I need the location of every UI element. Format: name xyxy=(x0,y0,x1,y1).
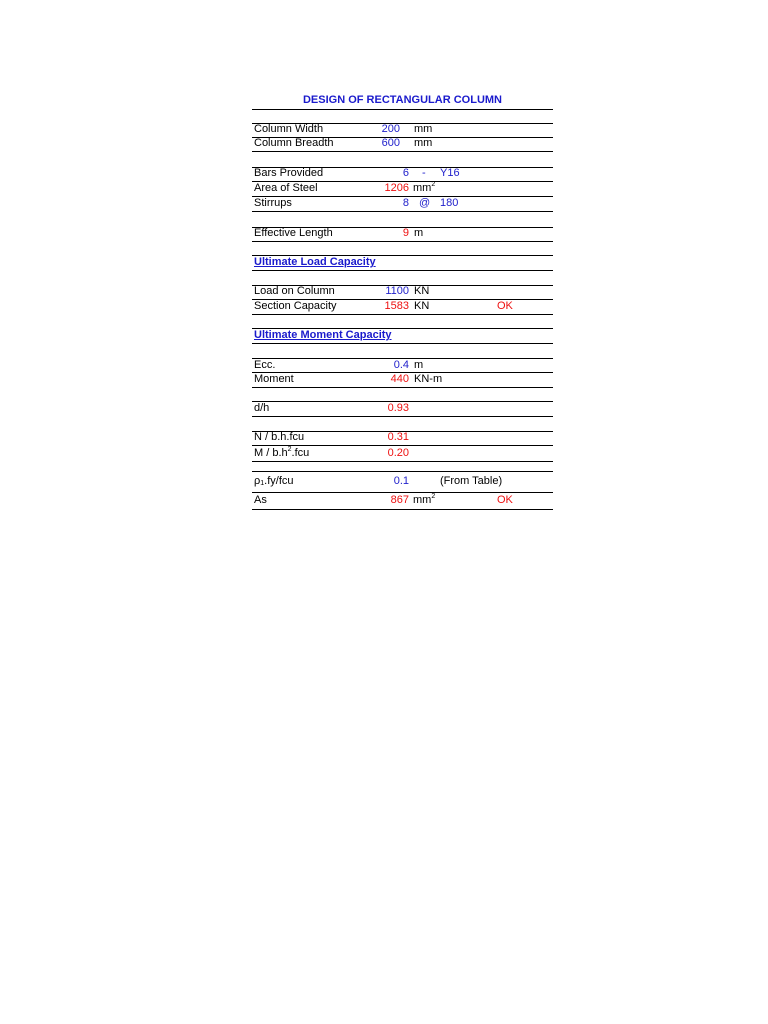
dh-value: 0.93 xyxy=(387,402,409,414)
stirrups-separator: @ xyxy=(419,197,431,209)
divider xyxy=(252,509,553,510)
as-label: As xyxy=(254,494,267,506)
moment-status-badge: OK xyxy=(497,494,513,506)
ultimate-moment-heading: Ultimate Moment Capacity xyxy=(254,329,392,341)
rho-label: $\rho_1.fy$/fcu xyxy=(254,475,294,487)
section-capacity-unit: KN xyxy=(414,300,430,312)
column-breadth-unit: mm xyxy=(414,137,433,149)
effective-length-value[interactable]: 9 xyxy=(402,227,409,239)
divider xyxy=(252,343,553,344)
column-width-unit: mm xyxy=(414,123,433,135)
bars-separator: - xyxy=(422,167,426,179)
ecc-value[interactable]: 0.4 xyxy=(393,359,409,371)
column-breadth-value[interactable]: 600 xyxy=(381,137,400,149)
ecc-label: Ecc. xyxy=(254,359,276,371)
ultimate-load-heading: Ultimate Load Capacity xyxy=(254,256,376,268)
divider xyxy=(252,445,553,446)
moment-label: Moment xyxy=(254,373,294,385)
load-status-badge: OK xyxy=(497,300,513,312)
area-of-steel-unit: $mm^2$ xyxy=(413,181,436,194)
load-on-column-unit: KN xyxy=(414,285,430,297)
divider xyxy=(252,270,553,271)
section-capacity-value: 1583 xyxy=(384,300,409,312)
as-unit: $mm^2$ xyxy=(413,493,436,506)
divider xyxy=(252,151,553,152)
section-capacity-label: Section Capacity xyxy=(254,300,337,312)
column-width-value[interactable]: 200 xyxy=(381,123,400,135)
n-ratio-value: 0.31 xyxy=(387,431,409,443)
divider xyxy=(252,241,553,242)
area-of-steel-label: Area of Steel xyxy=(254,182,318,194)
stirrups-dia-value[interactable]: 8 xyxy=(402,197,409,209)
load-on-column-value[interactable]: 1100 xyxy=(385,285,409,297)
ecc-unit: m xyxy=(414,359,424,371)
divider xyxy=(252,211,553,212)
page-title: DESIGN OF RECTANGULAR COLUMN xyxy=(302,94,502,106)
effective-length-label: Effective Length xyxy=(254,227,333,239)
stirrups-spacing-value[interactable]: 180 xyxy=(440,197,459,209)
divider xyxy=(252,314,553,315)
area-of-steel-value: 1206 xyxy=(384,182,409,194)
moment-unit: KN-m xyxy=(414,373,443,385)
column-breadth-label: Column Breadth xyxy=(254,137,334,149)
divider xyxy=(252,492,553,493)
divider xyxy=(252,387,553,388)
divider xyxy=(252,416,553,417)
dh-label: d/h xyxy=(254,402,270,414)
divider xyxy=(252,461,553,462)
rho-note: (From Table) xyxy=(440,475,503,487)
moment-value: 440 xyxy=(390,373,409,385)
divider xyxy=(252,471,553,472)
column-width-label: Column Width xyxy=(254,123,324,135)
divider xyxy=(252,109,553,110)
bars-size-value[interactable]: Y16 xyxy=(440,167,460,179)
m-ratio-value: 0.20 xyxy=(387,447,409,459)
bars-provided-label: Bars Provided xyxy=(254,167,324,179)
rho-value[interactable]: 0.1 xyxy=(393,475,409,487)
as-value: 867 xyxy=(390,494,409,506)
stirrups-label: Stirrups xyxy=(254,197,292,209)
n-ratio-label: N / b.h.fcu xyxy=(254,431,305,443)
load-on-column-label: Load on Column xyxy=(254,285,335,297)
m-ratio-label: M / $b.h^2.fcu$ xyxy=(254,446,310,459)
bars-count-value[interactable]: 6 xyxy=(402,167,409,179)
effective-length-unit: m xyxy=(414,227,424,239)
